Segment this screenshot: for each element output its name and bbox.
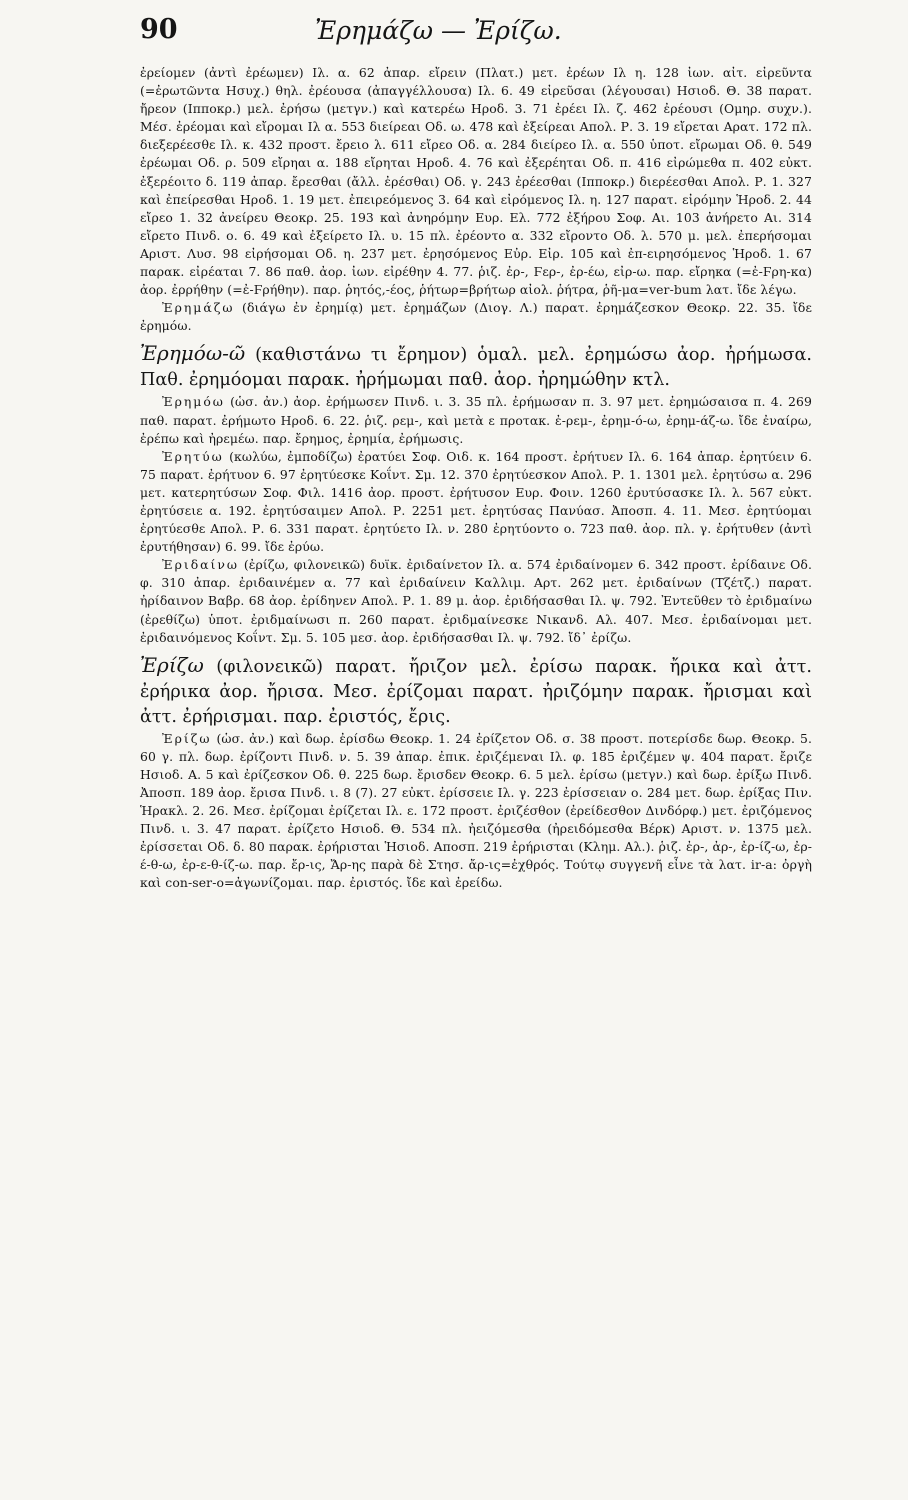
headword-erizo: Ἐρίζω [140,652,204,677]
erizo-summary-text: (φιλονεικῶ) παρατ. ἤριζον μελ. ἐρίσω παρακ. ἤρικα καὶ ἀττ. ἐρήρικα ἀορ. ἤρισα. Μεσ. ἐρίζομαι παρατ. ἠριζόμην παρακ. ἤρισμαι καὶ ἀττ. ἐρήρισμαι. παρ. ἐριστός, ἔρις. [140,656,812,727]
headword-eremoo: Ἐρημόω-ῶ [140,341,246,366]
entry-erizo-head: Ἐρίζω [162,730,212,746]
entry-erizo-body [140,730,812,893]
erizo-body-text: (ὡσ. ἀν.) καὶ δωρ. ἐρίσδω Θεοκρ. 1. 24 ἐρίζετον Οδ. σ. 38 προστ. ποτερίσδε δωρ. Θεοκρ. 5. 60 γ. πλ. δωρ. ἐρίζοντι Πινδ. ν. 5. 39 ἀπαρ. ἐπικ. ἐριζέμεναι Ιλ. φ. 185 ἐριζέμεν ψ. 404 παρατ. ἔριζε Ησιοδ. Α. 5 καὶ ἐρίζεσκον Οδ. θ. 225 δωρ. ἔρισδεν Θεοκρ. 6. 5 μελ. ἐρίσω (μετγν.) καὶ δωρ. ἐρίξω Πινδ. Ἀποσπ. 189 ἀορ. ἔρισα Πινδ. ι. 8 (7). 27 εὐκτ. ἐρίσσειε Ιλ. γ. 223 ἐρίσσειαν ο. 284 μετ. δωρ. ἐρίξας Πιν. Ἡρακλ. 2. 26. Μεσ. ἐρίζομαι ἐρίζεται Ιλ. ε. 172 προστ. ἐριζέσθον (ἐρείδεσθον Δινδόρφ.) μετ. ἐριζόμενος Πινδ. ι. 3. 47 παρατ. ἐρίζετο Ησιοδ. Θ. 534 πλ. ἠειζόμεσθα (ἠρειδόμεσθα Βέρκ) Αριστ. ν. 1375 μελ. ἐρίσσεται Οδ. δ. 80 παρακ. ἐρήρισται Ἡσιοδ. Αποσπ. 219 ἐρήρισται (Κλημ. Αλ.). ῥιζ. ἐρ-, ἀρ-, ἐρ-ίζ-ω, ἐρ-έ-θ-ω, ἐρ-ε-θ-ίζ-ω. παρ. ἔρ-ις, Ἄρ-ης παρὰ δὲ Στησ. ἄρ-ις=ἐχθρός. Τούτῳ συγγενῆ εἶνε τὰ λατ. ir-a: ὀργὴ καὶ con-ser-o=ἀγωνίζομαι. παρ. ἐριστός. ἴδε καὶ ἐρείδω. [140,730,812,891]
page-number: 90 [140,14,178,45]
entry-erizo-summary [140,653,812,730]
entry-eridaino [140,556,812,646]
entry-eremoo-body [140,393,812,447]
entry-eremazo [140,299,812,335]
entry-eretyo-head: Ἐρητύω [162,448,224,464]
entry-eremoo-summary [140,341,812,393]
entry-ereo-continuation: ἐρείομεν (ἀντὶ ἐρέωμεν) Ιλ. α. 62 ἀπαρ. εἴρειν (Πλατ.) μετ. ἐρέων Ιλ η. 128 ἰων. αἰτ. εἰρεῦντα (=ἐρωτῶντα Ησυχ.) θηλ. ἐρέουσα (ἀπαγγέλλουσα) Ιλ. 6. 49 εἰρεῦσαι (λέγουσαι) Ησιοδ. Θ. 38 παρατ. ἤρεον (Ιπποκρ.) μελ. ἐρήσω (μετγν.) καὶ κατερέω Ηροδ. 3. 71 ἐρέει Ιλ. ζ. 462 ἐρέουσι (Ομηρ. συχν.). Μέσ. ἐρέομαι καὶ εἴρομαι Ιλ α. 553 διείρεαι Οδ. ω. 478 καὶ ἐξείρεαι Απολ. Ρ. 3. 19 εἴρεται Αρατ. 172 πλ. διεξερέεσθε Ιλ. κ. 432 προστ. ἔρειο λ. 611 εἴρεο Οδ. α. 284 διείρεο Ιλ. α. 550 ὑποτ. εἴρωμαι Οδ. θ. 549 ἐρέωμαι Οδ. ρ. 509 εἴρηαι α. 188 εἴρηται Ηροδ. 4. 76 καὶ ἐξερέηται Οδ. π. 416 εἰρώμεθα π. 402 εὐκτ. ἐξερέοιτο δ. 119 ἀπαρ. ἔρεσθαι (ἄλλ. ἐρέσθαι) Οδ. γ. 243 ἐρέεσθαι (Ιπποκρ.) διερέεσθαι Απολ. Ρ. 1. 327 καὶ ἐπείρεσθαι Ηροδ. 1. 19 μετ. ἐπειρεόμενος 3. 64 καὶ εἰρόμενος Ιλ. η. 127 παρατ. εἰρόμην Ἡροδ. 2. 44 εἴρεο 1. 32 ἀνείρευ Θεοκρ. 25. 193 καὶ ἀνηρόμην Ευρ. Ελ. 772 ἐξήρου Σοφ. Αι. 103 ἀνήρετο Αι. 314 εἴρετο Πινδ. ο. 6. 49 καὶ ἐξείρετο Ιλ. υ. 15 πλ. ἐρέοντο α. 332 εἴροντο Οδ. λ. 570 μ. μελ. ἐπερήσομαι Αριστ. Λυσ. 98 εἰρήσομαι Οδ. η. 237 μετ. ἐρησόμενος Εὐρ. Εἰρ. 105 καὶ ἐπ-ειρησόμενος Ἡροδ. 1. 67 παρακ. εἰρέαται 7. 86 παθ. ἀορ. ἰων. εἰρέθην 4. 77. ῥιζ. ἐρ-, Ϝερ-, ἐρ-έω, εἰρ-ω. παρ. εἴρηκα (=ἐ-Ϝρη-κα) ἀορ. ἐρρήθην (=ἐ-Ϝρήθην). παρ. ῥητός,-έος, ῥήτωρ=βρήτωρ αἰολ. ῥήτρα, ῥῆ-μα=ver-bum λατ. ἴδε λέγω. [140,65,812,298]
entry-eremazo-body: (διάγω ἐν ἐρημίᾳ) μετ. ἐρημάζων (Διογ. Λ.) παρατ. ἐρημάζεσκον Θεοκρ. 22. 35. ἴδε ἐρημόω. [140,300,812,334]
entry-eretyo-body: (κωλύω, ἐμποδίζω) ἐρατύει Σοφ. Οιδ. κ. 164 προστ. ἐρήτυεν Ιλ. 6. 164 ἀπαρ. ἐρητύειν 6. 75 παρατ. ἐρήτυον 6. 97 ἐρητύεσκε Κοΐντ. Σμ. 12. 370 ἐρητύεσκον Απολ. Ρ. 1. 1301 μελ. ἐρητύσω α. 296 μετ. κατερητύσων Σοφ. Φιλ. 1416 ἀορ. προστ. ἐρήτυσον Ευρ. Φοιν. 1260 ἐρυτύσασκε Ιλ. λ. 567 εὐκτ. ἐρητύσειε α. 192. ἐρητύσαιμεν Απολ. Ρ. 2251 μετ. ἐρητύσας Πανύασ. Ἀποσπ. 4. 11. Μεσ. ἐρητύομαι ἐρητύεσθε Απολ. Ρ. 6. 331 παρατ. ἐρητύετο Ιλ. ν. 280 ἐρητύοντο ο. 723 παθ. ἀορ. πλ. γ. ἐρήτυθεν (ἀντὶ ἐρυτήθησαν) 6. 99. ἴδε ἐρύω. [140,448,812,555]
entry-eretyo [140,448,812,557]
eremoo-summary-text: (καθιστάνω τι ἔρημον) ὁμαλ. μελ. ἐρημώσω ἀορ. ἠρήμωσα. Παθ. ἐρημόομαι παρακ. ἠρήμωμαι παθ. ἀορ. ἠρημώθην κτλ. [140,345,812,391]
entry-eridaino-head: Ἐριδαίνω [162,557,240,573]
page-header [140,14,812,54]
running-head: Ἐρημάζω — Ἐρίζω. [315,16,562,45]
entry-eridaino-body: (ἐρίζω, φιλονεικῶ) δυϊκ. ἐριδαίνετον Ιλ. α. 574 ἐριδαίνομεν 6. 342 προστ. ἐρίδαινε Οδ. φ. 310 ἀπαρ. ἐριδαινέμεν α. 77 καὶ ἐριδαίνειν Καλλιμ. Αρτ. 262 μετ. ἐριδαίνων (Τζέτζ.) παρατ. ἠρίδαινον Βαβρ. 68 ἀορ. ἐρίδηνεν Απολ. Ρ. 1. 89 μ. ἀορ. ἐριδήσασθαι Ιλ. ψ. 792. Ἐντεῦθεν τὸ ἐριδμαίνω (ἐρεθίζω) ὑποτ. ἐριδμαίνωσι π. 260 παρατ. ἐριδμαίνεσκε Νικανδ. Αλ. 407. Μεσ. ἐριδαίνομαι μετ. ἐριδαινόμενος Κοΐντ. Σμ. 5. 105 μεσ. ἀορ. ἐριδήσασθαι Ιλ. ψ. 792. ἴδ᾽ ἐρίζω. [140,557,812,645]
eremoo-body-text: (ὡσ. ἀν.) ἀορ. ἐρήμωσεν Πινδ. ι. 3. 35 πλ. ἐρήμωσαν π. 3. 97 μετ. ἐρημώσαισα π. 4. 269 παθ. παρατ. ἐρήμωτο Ηροδ. 6. 22. ῥιζ. ρεμ-, καὶ μετὰ ε προτακ. ἐ-ρεμ-, ἐρημ-ό-ω, ἐρημ-άζ-ω. ἴδε ἐναίρω, ἐρέπω καὶ ἠρεμέω. παρ. ἔρημος, ἐρημία, ἐρήμωσις. [140,394,812,446]
entry-eremoo-head: Ἐρημόω [162,394,225,410]
entry-eremazo-head: Ἐρημάζω [162,300,235,316]
